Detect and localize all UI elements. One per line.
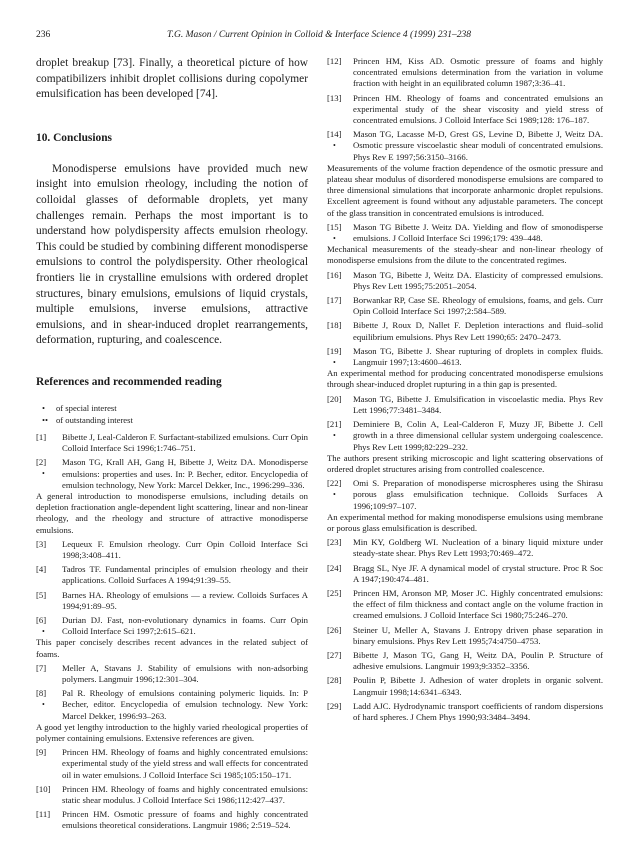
reference-text: Princen HM. Rheology of foams and concentrated emulsions an experimental study of the shear viscosity and yield stress of concentrated emulsions. J Colloid Interface Sci 1989;128: 176–187.	[353, 92, 603, 126]
reference-text: Mason TG, Bibette J. Shear rupturing of droplets in complex fluids. Langmuir 1997;13:4600–4613.	[353, 345, 603, 368]
recommendation-mark: •	[333, 431, 336, 441]
reference-number: [8]	[36, 688, 47, 699]
reference-text: Princen HM. Rheology of foams and highly concentrated emulsions: experimental study of the yield stress and wall effects for concentrated oil in water emulsions. J Colloid Interface Sci 1985;105:150–171.	[62, 747, 308, 780]
reference-entry	[327, 129, 603, 163]
reference-entry	[327, 93, 603, 127]
recommendation-mark: •	[333, 141, 336, 151]
reference-text: Princen HM. Rheology of foams and highly concentrated emulsions: static shear modulus. J Colloid Interface Sci 1986;112:427–437.	[62, 783, 308, 805]
legend-item: • of special interest	[42, 402, 117, 413]
reference-text: Omi S. Preparation of monodisperse microspheres using the Shirasu porous glass emulsification technique. Colloids Surfaces A 1996;109:97–107.	[353, 478, 603, 511]
reference-entry	[327, 222, 603, 244]
reference-annotation: Measurements of the volume fraction dependence of the osmotic pressure and plateau shear modulus of disordered monodisperse emulsions are compared to three dimensional simulations that incorporate anharmonic droplet repulsions. Excellent agreement is found without any adjustable parameters. The concept of the glass transition in concentrated emulsions is introduced.	[327, 162, 603, 218]
recommendation-mark: •	[42, 626, 45, 636]
reference-entry	[36, 784, 308, 806]
reference-entry	[327, 650, 603, 672]
right-column	[327, 56, 603, 726]
reference-text: Mason TG, Lacasse M-D, Grest GS, Levine D, Bibette J, Weitz DA. Osmotic pressure viscoelastic shear moduli of concentrated emulsions. Phys Rev E 1997;56:3150–3166.	[353, 129, 603, 162]
reference-annotation: An experimental method for producing concentrated monodisperse emulsions through shear-induced droplet rupturing in a thin gap is presented.	[327, 368, 603, 390]
reference-entry	[36, 688, 308, 722]
reference-text: Princen HM. Osmotic pressure of foams and highly concentrated emulsions theoretical considerations. Langmuir 1986; 2:519–524.	[62, 809, 308, 831]
reference-number: [1]	[36, 431, 47, 442]
reference-text: Pal R. Rheology of emulsions containing polymeric liquids. In: P Becher, editor. Encyclopedia of emulsion technology. New York: Marcel Dekker, 1996:93–263.	[62, 688, 308, 721]
reference-number: [5]	[36, 589, 47, 600]
reference-entry	[327, 701, 603, 723]
reference-number: [20]	[327, 393, 342, 404]
reference-number: [23]	[327, 537, 342, 548]
reference-text: Lequeux F. Emulsion rheology. Curr Opin Colloid Interface Sci 1998;3:408–411.	[62, 538, 308, 560]
reference-text: Princen HM, Aronson MP, Moser JC. Highly concentrated emulsions: the effect of film thickness and contact angle on the volume fraction in creamed emulsions. J Colloid Interface Sci 1980;75:246–270.	[353, 587, 603, 621]
reference-entry	[327, 56, 603, 90]
reference-number: [27]	[327, 649, 342, 660]
reference-text: Bibette J, Roux D, Nallet F. Depletion interactions and fluid–solid equilibrium emulsions. Phys Rev Lett 1990;65: 2470–2473.	[353, 320, 603, 342]
reference-number: [16]	[327, 269, 342, 280]
reference-number: [26]	[327, 624, 342, 635]
conclusions-paragraph: Monodisperse emulsions have provided much new insight into emulsion rheology, including the notion of colloidal glasses of deformable droplets, yet many challenges remain. Perhaps the most important is to understand how polydispersity affects emulsion rheology. This could be studied by combining different monodisperse emulsions to control the polydispersity. Other rheological frontiers lie in crystalline emulsions with ordered droplet structures, binary emulsions, emulsions of liquid crystals, multiple emulsions, inverse emulsions, attractive emulsions, and in shear-induced droplet rearrangements, deformation, rupturing, and coalescence.	[36, 162, 308, 347]
reference-number: [19]	[327, 345, 342, 356]
reference-number: [7]	[36, 662, 47, 673]
reference-text: Mason TG Bibette J. Weitz DA. Yielding and flow of smonodisperse emulsions. J Colloid Interface Sci 1996;179: 439–448.	[353, 221, 603, 244]
reference-entry	[36, 663, 308, 685]
reference-text: Meller A, Stavans J. Stability of emulsions with non-adsorbing polymers. Langmuir 1996;12:301–304.	[62, 662, 308, 684]
reference-entry	[327, 625, 603, 647]
reference-entry	[327, 537, 603, 559]
reference-entry	[36, 809, 308, 831]
legend-item: •• of outstanding interest	[42, 414, 133, 425]
reference-annotation: A general introduction to monodisperse emulsions, including details on depletion fractionation angle-dependent light scattering, linear and non-linear rheology, and the rheology and structure of attractive monodisperse emulsions.	[36, 490, 308, 535]
reference-number: [4]	[36, 564, 47, 575]
reference-number: [24]	[327, 562, 342, 573]
reference-number: [3]	[36, 538, 47, 549]
reference-number: [9]	[36, 747, 47, 758]
reference-text: Bibette J, Mason TG, Gang H, Weitz DA, Poulin P. Structure of adhesive emulsions. Langmuir 1993;9:3352–3356.	[353, 649, 603, 672]
reference-text: Poulin P, Bibette J. Adhesion of water droplets in organic solvent. Langmuir 1998;14:6341–6343.	[353, 675, 603, 697]
reference-entry	[327, 478, 603, 512]
reference-entry	[327, 295, 603, 317]
reference-number: [28]	[327, 675, 342, 686]
reference-text: Steiner U, Meller A, Stavans J. Entropy driven phase separation in binary emulsions. Phys Rev Lett 1995;74:4750–4753.	[353, 624, 603, 646]
conclusions-heading: 10. Conclusions	[36, 131, 112, 144]
reference-number: [21]	[327, 419, 342, 430]
reference-number: [6]	[36, 614, 47, 625]
reference-text: Princen HM, Kiss AD. Osmotic pressure of foams and highly concentrated emulsions determination from the variation in volume fraction with height in an equilibrated column 1987;3:36–41.	[353, 56, 603, 89]
references-heading: References and recommended reading	[36, 375, 222, 388]
reference-number: [13]	[327, 92, 342, 103]
reference-entry	[36, 432, 308, 454]
reference-number: [17]	[327, 295, 342, 306]
reference-number: [18]	[327, 320, 342, 331]
reference-number: [12]	[327, 56, 342, 66]
reference-entry	[36, 564, 308, 586]
reference-entry	[327, 346, 603, 368]
reference-text: Mason TG, Bibette J, Weitz DA. Elasticity of compressed emulsions. Phys Rev Lett 1995;75:2051–2054.	[353, 269, 603, 291]
reference-text: Min KY, Goldberg WI. Nucleation of a binary liquid mixture under steady-state shear. Phys Rev Lett 1993;70:469–472.	[353, 537, 603, 559]
recommendation-mark: •	[42, 469, 45, 479]
page-header	[36, 30, 602, 46]
reference-list-right	[327, 56, 603, 723]
page-number: 236	[36, 30, 51, 40]
reference-number: [14]	[327, 129, 342, 140]
reference-text: Deminiere B, Colin A, Leal-Calderon F, Muzy JF, Bibette J. Cell growth in a three dimensional cellular system undergoing coalescence. Phys Rev Lett 1999;82:229–232.	[353, 419, 603, 452]
reference-entry	[327, 394, 603, 416]
reference-entry	[327, 563, 603, 585]
reference-entry	[327, 419, 603, 453]
reference-entry	[327, 270, 603, 292]
reference-annotation: An experimental method for making monodisperse emulsions using membrane or porous glass emulsification is described.	[327, 511, 603, 533]
recommendation-mark: •	[333, 357, 336, 367]
recommendation-mark: •	[333, 490, 336, 500]
left-column	[36, 56, 308, 835]
reference-text: Mason TG, Bibette J. Emulsification in viscoelastic media. Phys Rev Lett 1996;77:3481–3484.	[353, 393, 603, 415]
reference-entry	[327, 675, 603, 697]
reference-text: Bibette J, Leal-Calderon F. Surfactant-stabilized emulsions. Curr Opin Colloid Interface Sci 1996;1:746–751.	[62, 431, 308, 454]
legend	[36, 402, 308, 426]
reference-number: [25]	[327, 587, 342, 598]
reference-text: Borwankar RP, Case SE. Rheology of emulsions, foams, and gels. Curr Opin Colloid Interface Sci 1997;2:584–589.	[353, 295, 603, 317]
reference-entry	[36, 590, 308, 612]
reference-entry	[36, 615, 308, 637]
reference-text: Durian DJ. Fast, non-evolutionary dynamics in foams. Curr Opin Colloid Interface Sci 1997;2:615–621.	[62, 614, 308, 637]
reference-text: Bragg SL, Nye JF. A dynamical model of crystal structure. Proc R Soc A 1947;190:474–481.	[353, 562, 603, 584]
reference-number: [22]	[327, 478, 342, 489]
reference-text: Mason TG, Krall AH, Gang H, Bibette J, Weitz DA. Monodisperse emulsions: properties and uses. In: P. Becher, editor. Encyclopedia of emulsion technology, New York: Marcel Dekker, Inc., 1996:299–336.	[62, 457, 308, 490]
reference-entry	[36, 747, 308, 781]
recommendation-mark: •	[42, 700, 45, 710]
reference-text: Tadros TF. Fundamental principles of emulsion rheology and their applications. Colloid Surfaces A 1994;91:39–55.	[62, 564, 308, 586]
reference-annotation: Mechanical measurements of the steady-shear and non-linear rheology of monodisperse emulsions from the dilute to the concentrated regimes.	[327, 244, 603, 266]
running-title: T.G. Mason / Current Opinion in Colloid & Interface Science 4 (1999) 231–238	[167, 30, 471, 40]
reference-entry	[327, 320, 603, 342]
reference-text: Ladd AJC. Hydrodynamic transport coefficients of random dispersions of hard spheres. J Chem Phys 1990;93:3484–3494.	[353, 700, 603, 722]
reference-annotation: A good yet lengthy introduction to the highly varied rheological properties of polymer containing emulsions. Extensive references are given.	[36, 721, 308, 743]
reference-number: [10]	[36, 783, 51, 794]
reference-number: [2]	[36, 457, 47, 468]
reference-annotation: The authors present striking microscopic and light scattering observations of ordered droplet structures arising from controlled coalescence.	[327, 452, 603, 474]
reference-annotation: This paper concisely describes recent advances in the related subject of foams.	[36, 637, 308, 659]
intro-paragraph: droplet breakup [73]. Finally, a theoretical picture of how compatibilizers inhibit droplet collisions during copolymer emulsification has been developed [74].	[36, 57, 308, 101]
reference-entry	[327, 588, 603, 622]
reference-list-left	[36, 432, 308, 832]
reference-number: [11]	[36, 809, 51, 820]
reference-entry	[36, 539, 308, 561]
reference-entry	[36, 457, 308, 491]
recommendation-mark: •	[333, 233, 336, 243]
reference-number: [29]	[327, 700, 342, 711]
reference-text: Barnes HA. Rheology of emulsions — a review. Colloids Surfaces A 1994;91:89–95.	[62, 589, 308, 611]
reference-number: [15]	[327, 221, 342, 232]
